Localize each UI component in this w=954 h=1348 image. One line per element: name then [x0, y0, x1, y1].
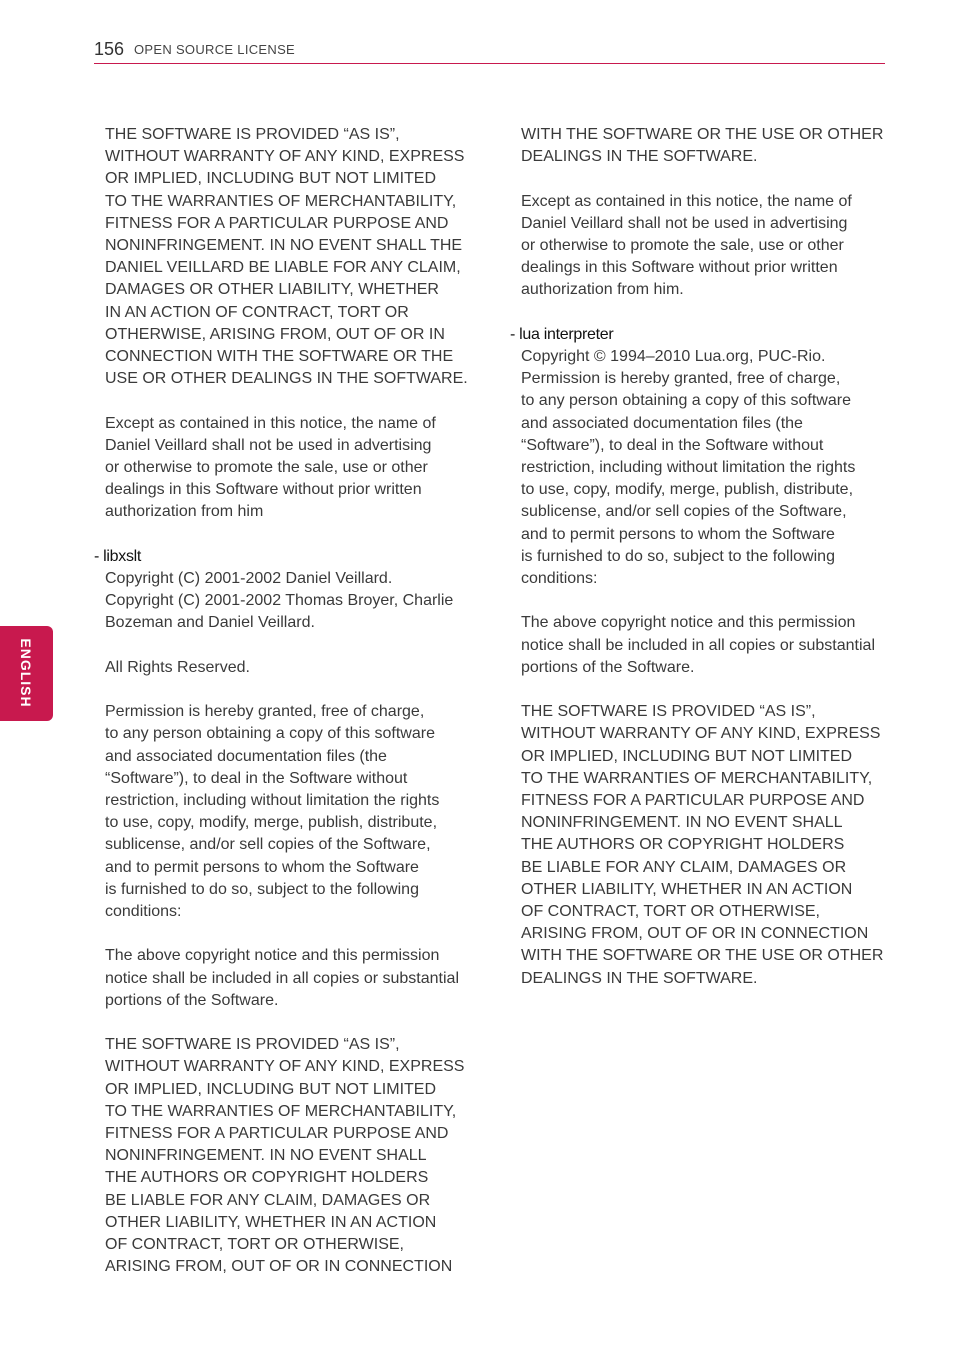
- warranty-disclaimer: THE SOFTWARE IS PROVIDED “AS IS”, WITHOUT WARRANTY OF ANY KIND, EXPRESS OR IMPLIED, INCLUDING BUT NOT LIMITED TO THE WARRANTIES OF MERCHANTABILITY, FITNESS FOR A PARTICULAR PURPOSE AND NONINFRINGEMENT. IN NO EVENT SHALL THE AUTHORS OR COPYRIGHT HOLDERS BE LIABLE FOR ANY CLAIM, DAMAGES OR OTHER LIABILITY, WHETHER IN AN ACTION OF CONTRACT, TORT OR OTHERWISE, ARISING FROM, OUT OF OR IN CONNECTION WITH THE SOFTWARE OR THE USE OR OTHER DEALINGS IN THE SOFTWARE.: [521, 703, 884, 987]
- copyright-notice-clause: The above copyright notice and this permission notice shall be included in all copies or substantial portions of the Software.: [521, 614, 875, 676]
- libxslt-copyright: Copyright (C) 2001-2002 Daniel Veillard. Copyright (C) 2001-2002 Thomas Broyer, Charlie Bozeman and Daniel Veillard.: [105, 570, 454, 632]
- permission-grant: Permission is hereby granted, free of charge, to any person obtaining a copy of this software and associated documentation files (the “Software”), to deal in the Software without restriction, including without limitation the rights to use, copy, modify, merge, publish, distribute, sublicense, and/or sell copies of the Software, and to permit persons to whom the Software is furnished to do so, subject to the following conditions:: [105, 703, 440, 921]
- warranty-disclaimer-continued: WITH THE SOFTWARE OR THE USE OR OTHER DEALINGS IN THE SOFTWARE.: [521, 126, 884, 166]
- warranty-disclaimer: THE SOFTWARE IS PROVIDED “AS IS”, WITHOUT WARRANTY OF ANY KIND, EXPRESS OR IMPLIED, INCLUDING BUT NOT LIMITED TO THE WARRANTIES OF MERCHANTABILITY, FITNESS FOR A PARTICULAR PURPOSE AND NONINFRINGEMENT. IN NO EVENT SHALL THE DANIEL VEILLARD BE LIABLE FOR ANY CLAIM, DAMAGES OR OTHER LIABILITY, WHETHER IN AN ACTION OF CONTRACT, TORT OR OTHERWISE, ARISING FROM, OUT OF OR IN CONNECTION WITH THE SOFTWARE OR THE USE OR OTHER DEALINGS IN THE SOFTWARE.: [105, 126, 468, 388]
- lua-heading: - lua interpreter: [510, 325, 614, 343]
- page-header: [94, 38, 885, 64]
- copyright-notice-clause: The above copyright notice and this permission notice shall be included in all copies or substantial portions of the Software.: [105, 947, 459, 1009]
- right-text-column: [510, 124, 891, 990]
- name-use-notice: Except as contained in this notice, the name of Daniel Veillard shall not be used in advertising or otherwise to promote the sale, use or other dealings in this Software without prior written authorization from him.: [521, 192, 852, 299]
- language-tab-label: ENGLISH: [18, 638, 34, 708]
- language-side-tab: [0, 626, 53, 721]
- left-text-column: [94, 124, 475, 1278]
- page-number: 156: [94, 39, 125, 59]
- name-use-notice: Except as contained in this notice, the name of Daniel Veillard shall not be used in advertising or otherwise to promote the sale, use or other dealings in this Software without prior written authorization from him: [105, 414, 436, 521]
- warranty-disclaimer: THE SOFTWARE IS PROVIDED “AS IS”, WITHOUT WARRANTY OF ANY KIND, EXPRESS OR IMPLIED, INCLUDING BUT NOT LIMITED TO THE WARRANTIES OF MERCHANTABILITY, FITNESS FOR A PARTICULAR PURPOSE AND NONINFRINGEMENT. IN NO EVENT SHALL THE AUTHORS OR COPYRIGHT HOLDERS BE LIABLE FOR ANY CLAIM, DAMAGES OR OTHER LIABILITY, WHETHER IN AN ACTION OF CONTRACT, TORT OR OTHERWISE, ARISING FROM, OUT OF OR IN CONNECTION: [105, 1036, 465, 1276]
- lua-copyright-permission: Copyright © 1994–2010 Lua.org, PUC-Rio. Permission is hereby granted, free of charge, to any person obtaining a copy of this software and associated documentation files (the “Software”), to deal in the Software without restriction, including without limitation the rights to use, copy, modify, merge, publish, distribute, sublicense, and/or sell copies of the Software, and to permit persons to whom the Software is furnished to do so, subject to the following conditions:: [521, 348, 856, 588]
- libxslt-heading: - libxslt: [94, 547, 142, 565]
- section-title: OPEN SOURCE LICENSE: [134, 42, 296, 57]
- rights-reserved: All Rights Reserved.: [105, 658, 250, 676]
